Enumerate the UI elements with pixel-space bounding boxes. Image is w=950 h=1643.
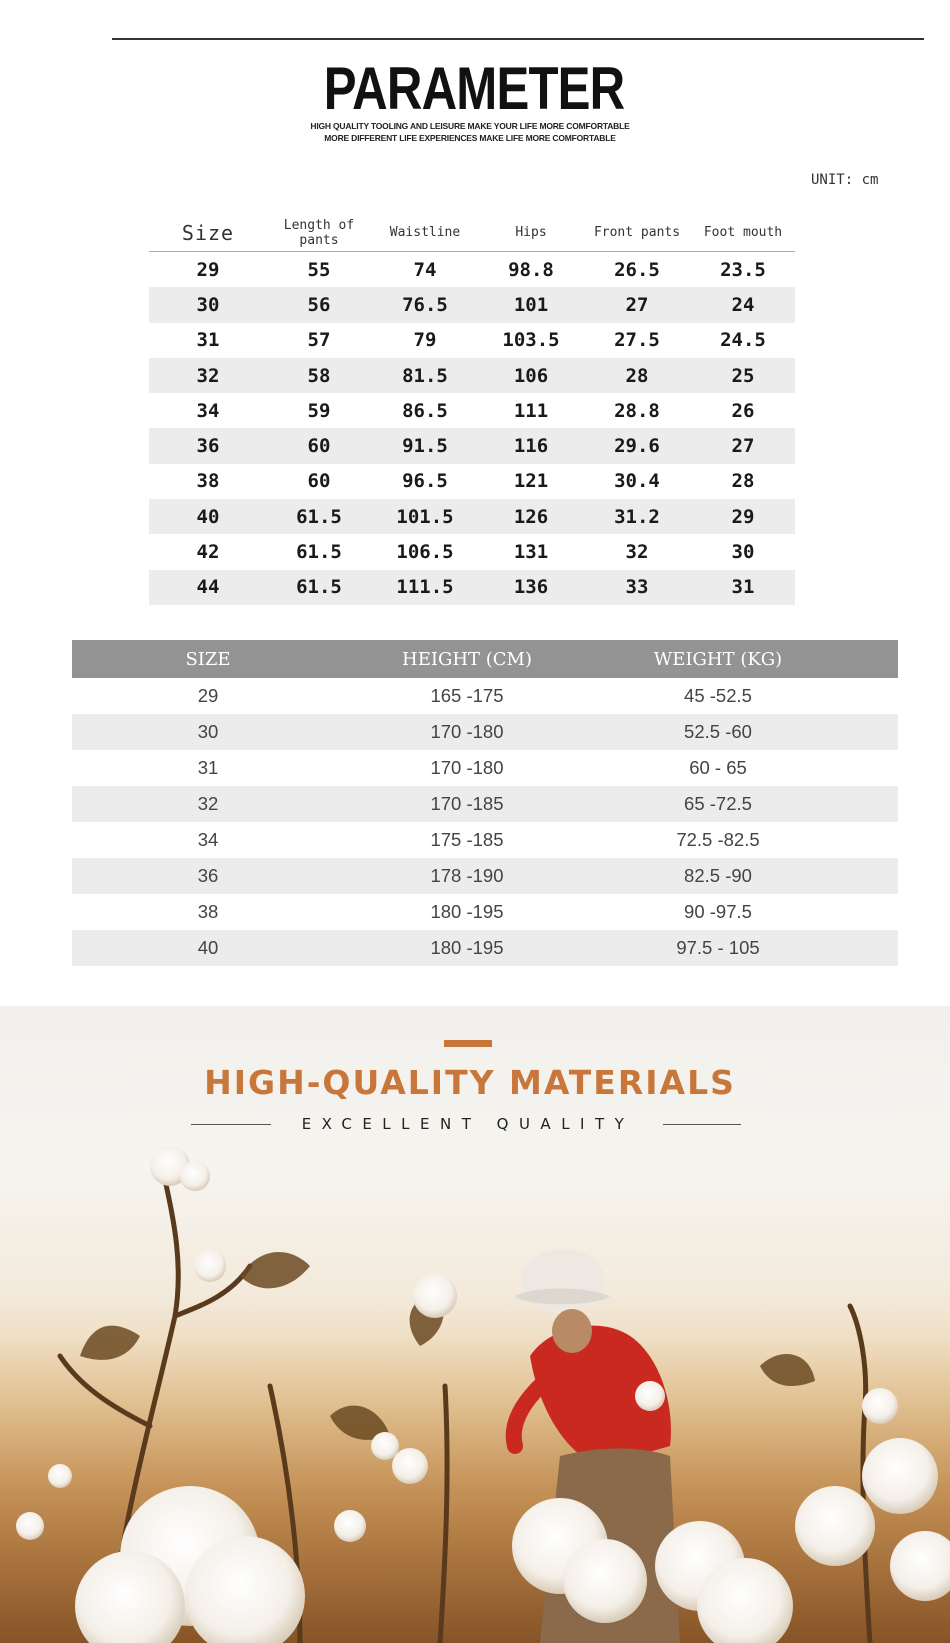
table-row	[72, 930, 898, 966]
table-cell: 38	[197, 901, 219, 922]
table-cell: 126	[513, 505, 549, 528]
table-cell: 74	[413, 258, 437, 281]
table-cell: 61.5	[296, 505, 342, 528]
table-cell: 23.5	[720, 258, 766, 281]
table-cell: 42	[196, 541, 220, 564]
table-row	[149, 393, 795, 428]
table-cell: 30	[196, 293, 220, 316]
table-cell: 82.5 -90	[684, 865, 752, 886]
table-cell: 28	[625, 364, 649, 387]
faint-watermark	[30, 32, 80, 46]
table-cell: 30.4	[614, 470, 660, 493]
table-cell: 30	[731, 541, 755, 564]
table-cell: 59	[307, 399, 331, 422]
table-cell: 31	[196, 329, 220, 352]
table-cell: 101.5	[396, 505, 454, 528]
table-row	[72, 858, 898, 894]
table-cell: 180 -195	[430, 937, 504, 958]
table-cell: 31	[197, 757, 219, 778]
table-cell: 40	[196, 505, 220, 528]
materials-subtitle: EXCELLENT QUALITY	[301, 1115, 635, 1133]
table-cell: 98.8	[508, 258, 554, 281]
table-cell: 180 -195	[430, 901, 504, 922]
unit-label: UNIT: cm	[811, 172, 879, 188]
table-cell: 29	[731, 505, 755, 528]
header-size: SIZE	[185, 648, 231, 670]
header-length: Length of pants	[283, 217, 355, 248]
table-row	[72, 894, 898, 930]
table-row	[72, 750, 898, 786]
table-cell: 31	[731, 576, 755, 599]
table-cell: 106.5	[396, 541, 454, 564]
table-row	[149, 252, 795, 287]
table-row	[149, 570, 795, 605]
header-hips: Hips	[515, 225, 547, 240]
table-cell: 136	[513, 576, 549, 599]
table-row	[72, 678, 898, 714]
table-cell: 90 -97.5	[684, 901, 752, 922]
table-cell: 29	[196, 258, 220, 281]
table-cell: 170 -180	[430, 721, 504, 742]
table-cell: 36	[197, 865, 219, 886]
size-measurement-table	[149, 214, 795, 605]
table-cell: 31.2	[614, 505, 660, 528]
table-row	[149, 499, 795, 534]
table-cell: 26.5	[614, 258, 660, 281]
table-cell: 131	[513, 541, 549, 564]
header-waistline: Waistline	[389, 225, 461, 240]
table-cell: 27	[731, 435, 755, 458]
header-subtitle-2: MORE DIFFERENT LIFE EXPERIENCES MAKE LIFE MORE COMFORTABLE	[324, 133, 616, 143]
size-table-body	[149, 252, 795, 605]
table-row	[72, 822, 898, 858]
table-cell: 121	[513, 470, 549, 493]
header-subtitle-1: HIGH QUALITY TOOLING AND LEISURE MAKE YOUR LIFE MORE COMFORTABLE	[310, 121, 630, 131]
table-cell: 34	[197, 829, 219, 850]
header-weight: WEIGHT (KG)	[653, 648, 783, 670]
table-row	[149, 428, 795, 463]
table-cell: 101	[513, 293, 549, 316]
table-cell: 56	[307, 293, 331, 316]
table-cell: 45 -52.5	[684, 685, 752, 706]
table-cell: 97.5 - 105	[676, 937, 760, 958]
table-cell: 65 -72.5	[684, 793, 752, 814]
table-cell: 96.5	[402, 470, 448, 493]
table-cell: 72.5 -82.5	[676, 829, 760, 850]
table-cell: 76.5	[402, 293, 448, 316]
table-cell: 170 -180	[430, 757, 504, 778]
table-cell: 58	[307, 364, 331, 387]
table-cell: 25	[731, 364, 755, 387]
fit-guide-table	[72, 640, 898, 966]
table-row	[149, 323, 795, 358]
table-cell: 30	[197, 721, 219, 742]
header-foot-mouth: Foot mouth	[703, 225, 783, 240]
table-cell: 32	[197, 793, 219, 814]
table-cell: 40	[197, 937, 219, 958]
table-cell: 103.5	[502, 329, 560, 352]
table-row	[149, 287, 795, 322]
table-row	[72, 786, 898, 822]
table-cell: 81.5	[402, 364, 448, 387]
table-cell: 34	[196, 399, 220, 422]
table-cell: 175 -185	[430, 829, 504, 850]
header-height: HEIGHT (CM)	[402, 648, 532, 670]
table-cell: 61.5	[296, 541, 342, 564]
table-cell: 32	[625, 541, 649, 564]
table-cell: 27	[625, 293, 649, 316]
table-cell: 165 -175	[430, 685, 504, 706]
table-cell: 178 -190	[430, 865, 504, 886]
table-cell: 52.5 -60	[684, 721, 752, 742]
table-cell: 32	[196, 364, 220, 387]
table-cell: 170 -185	[430, 793, 504, 814]
table-cell: 60	[307, 435, 331, 458]
table-cell: 38	[196, 470, 220, 493]
table-cell: 33	[625, 576, 649, 599]
table-cell: 111	[513, 399, 549, 422]
table-cell: 86.5	[402, 399, 448, 422]
table-cell: 24	[731, 293, 755, 316]
fit-table-header	[72, 640, 898, 678]
table-row	[149, 464, 795, 499]
accent-bar	[444, 1040, 492, 1047]
table-cell: 60 - 65	[689, 757, 747, 778]
table-cell: 55	[307, 258, 331, 281]
subtitle-rule-right	[663, 1124, 741, 1125]
header-size: Size	[181, 220, 235, 245]
table-cell: 60	[307, 470, 331, 493]
table-cell: 61.5	[296, 576, 342, 599]
page-title: PARAMETER	[323, 55, 625, 122]
subtitle-rule-left	[191, 1124, 271, 1125]
table-cell: 28.8	[614, 399, 660, 422]
table-cell: 28	[731, 470, 755, 493]
table-cell: 29	[197, 685, 219, 706]
table-cell: 26	[731, 399, 755, 422]
fit-table-body	[72, 678, 898, 966]
size-table-header	[149, 214, 795, 252]
table-cell: 106	[513, 364, 549, 387]
table-cell: 36	[196, 435, 220, 458]
table-cell: 116	[513, 435, 549, 458]
table-cell: 44	[196, 576, 220, 599]
table-cell: 27.5	[614, 329, 660, 352]
table-cell: 57	[307, 329, 331, 352]
header-front-pants: Front pants	[593, 225, 681, 240]
materials-title: HIGH-QUALITY MATERIALS	[204, 1063, 736, 1102]
header-rule	[112, 38, 924, 40]
table-cell: 29.6	[614, 435, 660, 458]
table-cell: 91.5	[402, 435, 448, 458]
table-cell: 24.5	[720, 329, 766, 352]
table-row	[149, 534, 795, 569]
table-cell: 111.5	[396, 576, 454, 599]
table-row	[72, 714, 898, 750]
table-row	[149, 358, 795, 393]
table-cell: 79	[413, 329, 437, 352]
